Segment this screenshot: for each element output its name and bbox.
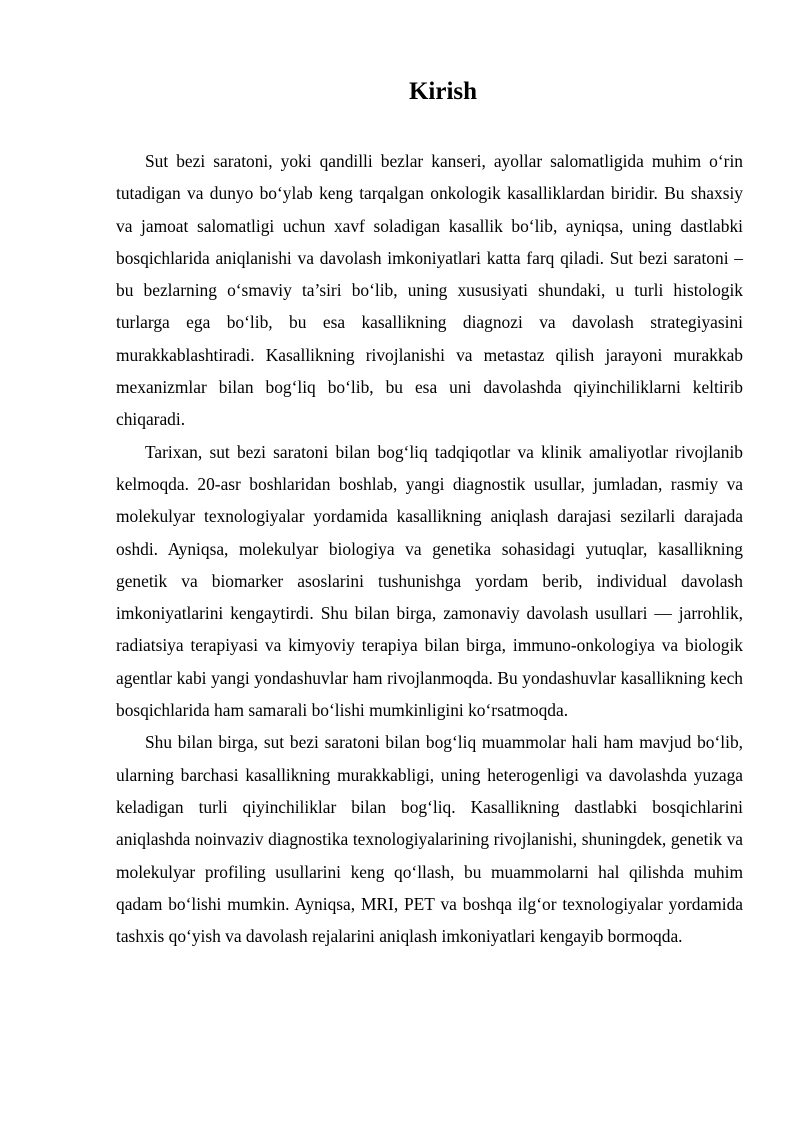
paragraph-3: Shu bilan birga, sut bezi saratoni bilan bog‘liq muammolar hali ham mavjud bo‘lib, ularning barchasi kasallikning murakkabligi, uning heterogenligi va davolashda yuzaga keladigan turli qiyinchiliklar bilan bog‘liq. Kasallikning dastlabki bosqichlarini aniqlashda noinvaziv diagnostika texnologiyalarining rivojlanishi, shuningdek, genetik va molekulyar profiling usullarini keng qo‘llash, bu muammolarni hal qilishda muhim qadam bo‘lishi mumkin. Ayniqsa, MRI, PET va boshqa ilg‘or texnologiyalar yordamida tashxis qo‘yish va davolash rejalarini aniqlash imkoniyatlari kengayib bormoqda.	[116, 732, 743, 947]
document-body	[116, 145, 743, 952]
paragraph-2: Tarixan, sut bezi saratoni bilan bog‘liq tadqiqotlar va klinik amaliyotlar rivojlanib kelmoqda. 20-asr boshlaridan boshlab, yangi diagnostik usullar, jumladan, rasmiy va molekulyar texnologiyalar yordamida kasallikning aniqlash darajasi sezilarli darajada oshdi. Ayniqsa, molekulyar biologiya va genetika sohasidagi yutuqlar, kasallikning genetik va biomarker asoslarini tushunishga yordam berib, individual davolash imkoniyatlarini kengaytirdi. Shu bilan birga, zamonaviy davolash usullari — jarrohlik, radiatsiya terapiyasi va kimyoviy terapiya bilan birga, immuno-onkologiya va biologik agentlar kabi yangi yondashuvlar ham rivojlanmoqda. Bu yondashuvlar kasallikning kech bosqichlarida ham samarali bo‘lishi mumkinligini ko‘rsatmoqda.	[116, 441, 743, 721]
page-title: Kirish	[408, 78, 478, 105]
paragraph-1: Sut bezi saratoni, yoki qandilli bezlar kanseri, ayollar salomatligida muhim o‘rin tutadigan va dunyo bo‘ylab keng tarqalgan onkologik kasalliklardan biridir. Bu shaxsiy va jamoat salomatligi uchun xavf soladigan kasallik bo‘lib, ayniqsa, uning dastlabki bosqichlarida aniqlanishi va davolash imkoniyatlari katta farq qiladi. Sut bezi saratoni – bu bezlarning o‘smaviy ta’siri bo‘lib, uning xususiyati shundaki, u turli histologik turlarga ega bo‘lib, bu esa kasallikning diagnozi va davolash strategiyasini murakkablashtiradi. Kasallikning rivojlanishi va metastaz qilish jarayoni murakkab mexanizmlar bilan bog‘liq bo‘lib, bu esa uni davolashda qiyinchiliklarni keltirib chiqaradi.	[116, 151, 743, 430]
